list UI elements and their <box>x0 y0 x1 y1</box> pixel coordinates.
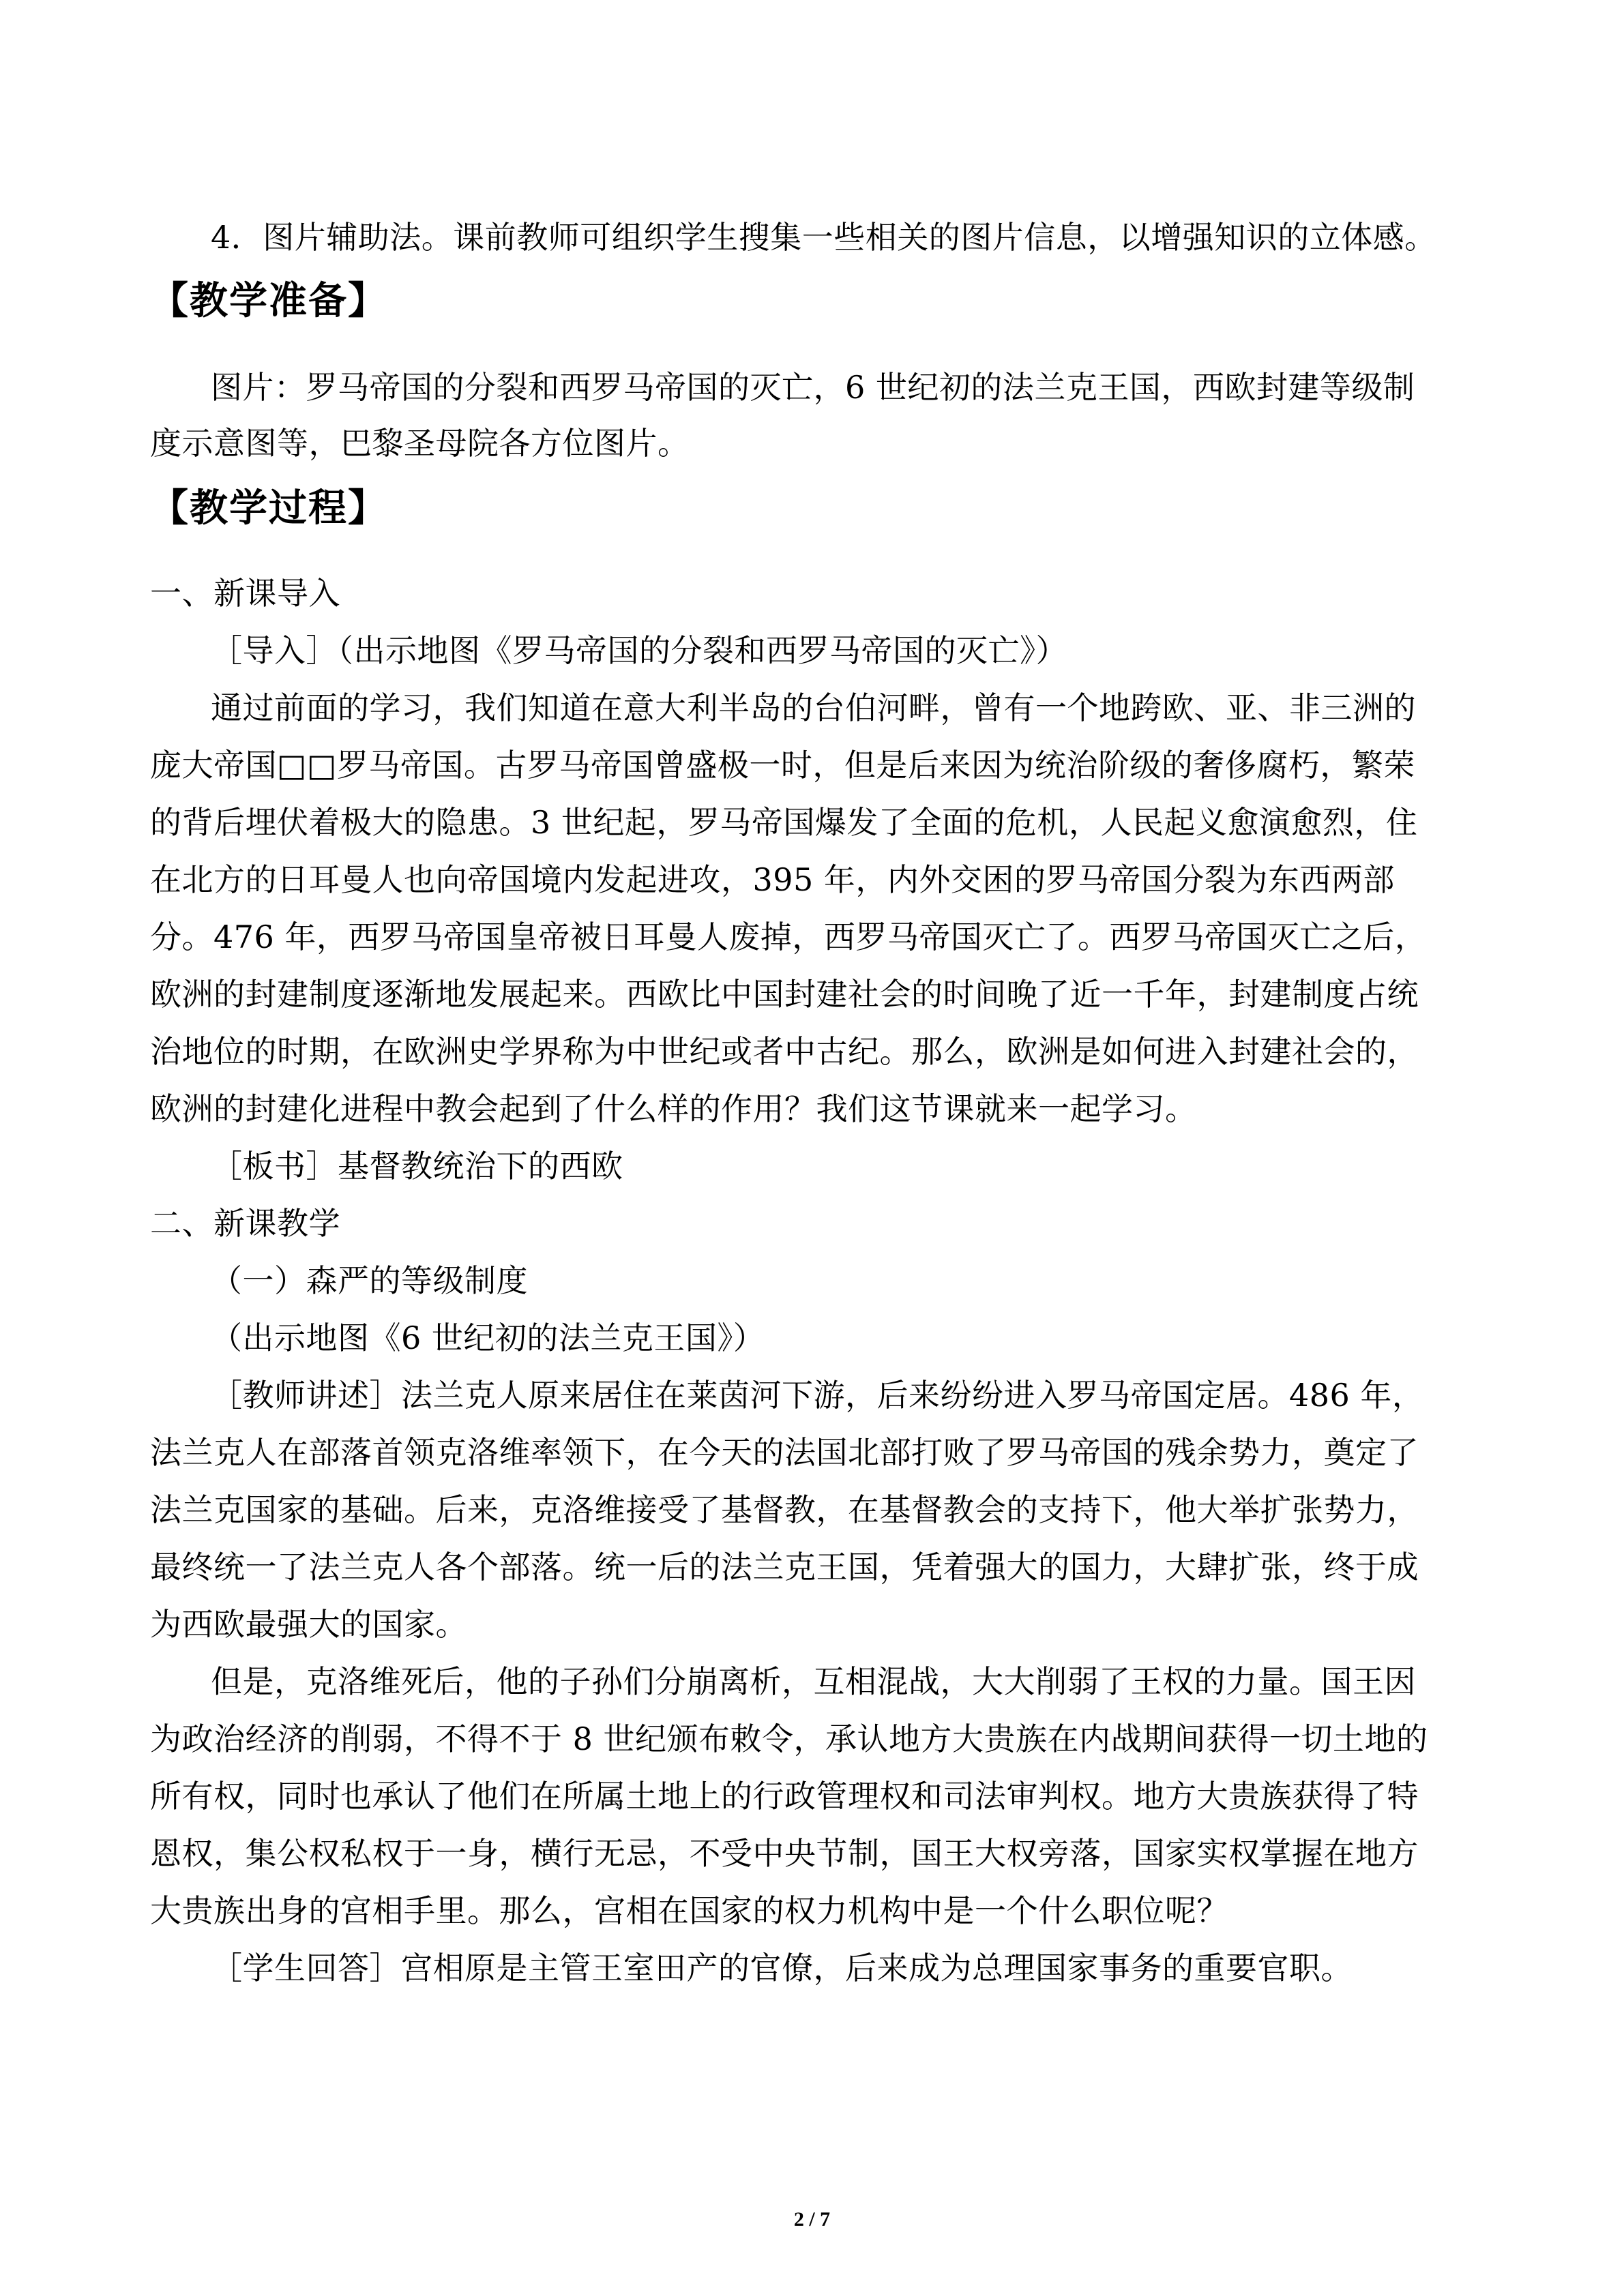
paragraph-line: 但是，克洛维死后，他的子孙们分崩离析，互相混战，大大削弱了王权的力量。国王因 <box>211 1663 1416 1700</box>
map-note: （出示地图《6 世纪初的法兰克王国》） <box>211 1320 765 1356</box>
paragraph-line: 在北方的日耳曼人也向帝国境内发起进攻，395 年，内外交困的罗马帝国分裂为东西两部 <box>150 861 1395 898</box>
paragraph-line: 恩权，集公权私权于一身，横行无忌，不受中央节制，国王大权旁落，国家实权掌握在地方 <box>150 1835 1419 1872</box>
board-note: ［板书］基督教统治下的西欧 <box>211 1148 623 1184</box>
subsection-title: （一）森严的等级制度 <box>211 1262 528 1299</box>
paragraph-line: 庞大帝国□□罗马帝国。古罗马帝国曾盛极一时，但是后来因为统治阶级的奢侈腐朽，繁荣 <box>150 747 1415 784</box>
paragraph-line: 法兰克国家的基础。后来，克洛维接受了基督教，在基督教会的支持下，他大举扩张势力， <box>150 1491 1419 1528</box>
paragraph-line: ［导入］（出示地图《罗马帝国的分裂和西罗马帝国的灭亡》） <box>211 632 1067 669</box>
section-heading-teaching-process: 【教学过程】 <box>150 486 387 531</box>
paragraph-line: 欧洲的封建化进程中教会起到了什么样的作用？我们这节课就来一起学习。 <box>150 1090 1197 1127</box>
paragraph-line: 所有权，同时也承认了他们在所属土地上的行政管理权和司法审判权。地方大贵族获得了特 <box>150 1778 1419 1815</box>
page-number: 2 / 7 <box>793 2208 831 2231</box>
section-heading-teaching-preparation: 【教学准备】 <box>150 279 387 323</box>
paragraph-line: 法兰克人在部落首领克洛维率领下，在今天的法国北部打败了罗马帝国的残余势力，奠定了 <box>150 1434 1419 1471</box>
paragraph-line: 治地位的时期，在欧洲史学界称为中世纪或者中古纪。那么，欧洲是如何进入封建社会的， <box>150 1033 1419 1070</box>
paragraph-line: 为政治经济的削弱，不得不于 8 世纪颁布敕令，承认地方大贵族在内战期间获得一切土地的 <box>150 1720 1428 1757</box>
paragraph-line: 欧洲的封建制度逐渐地发展起来。西欧比中国封建社会的时间晚了近一千年，封建制度占统 <box>150 976 1419 1013</box>
subheading-new-lesson-teaching: 二、新课教学 <box>150 1205 340 1242</box>
paragraph-line: 大贵族出身的宫相手里。那么，宫相在国家的权力机构中是一个什么职位呢？ <box>150 1892 1228 1929</box>
paragraph-preparation-line: 图片：罗马帝国的分裂和西罗马帝国的灭亡，6 世纪初的法兰克王国，西欧封建等级制 <box>211 369 1415 406</box>
paragraph-preparation-line: 度示意图等，巴黎圣母院各方位图片。 <box>150 425 690 462</box>
subheading-new-lesson-intro: 一、新课导入 <box>150 575 340 612</box>
paragraph-line: 的背后埋伏着极大的隐患。3 世纪起，罗马帝国爆发了全面的危机，人民起义愈演愈烈，住 <box>150 804 1418 841</box>
paragraph-method-4: 4．图片辅助法。课前教师可组织学生搜集一些相关的图片信息，以增强知识的立体感。 <box>211 219 1436 256</box>
paragraph-line: 通过前面的学习，我们知道在意大利半岛的台伯河畔，曾有一个地跨欧、亚、非三洲的 <box>211 689 1416 726</box>
paragraph-line: 分。476 年，西罗马帝国皇帝被日耳曼人废掉，西罗马帝国灭亡了。西罗马帝国灭亡之后， <box>150 919 1427 955</box>
student-answer: ［学生回答］宫相原是主管王室田产的官僚，后来成为总理国家事务的重要官职。 <box>211 1950 1353 1986</box>
paragraph-line: 最终统一了法兰克人各个部落。统一后的法兰克王国，凭着强大的国力，大肆扩张，终于成 <box>150 1549 1419 1585</box>
paragraph-line: 为西欧最强大的国家。 <box>150 1606 467 1643</box>
paragraph-line: ［教师讲述］法兰克人原来居住在莱茵河下游，后来纷纷进入罗马帝国定居。486 年， <box>211 1377 1424 1414</box>
